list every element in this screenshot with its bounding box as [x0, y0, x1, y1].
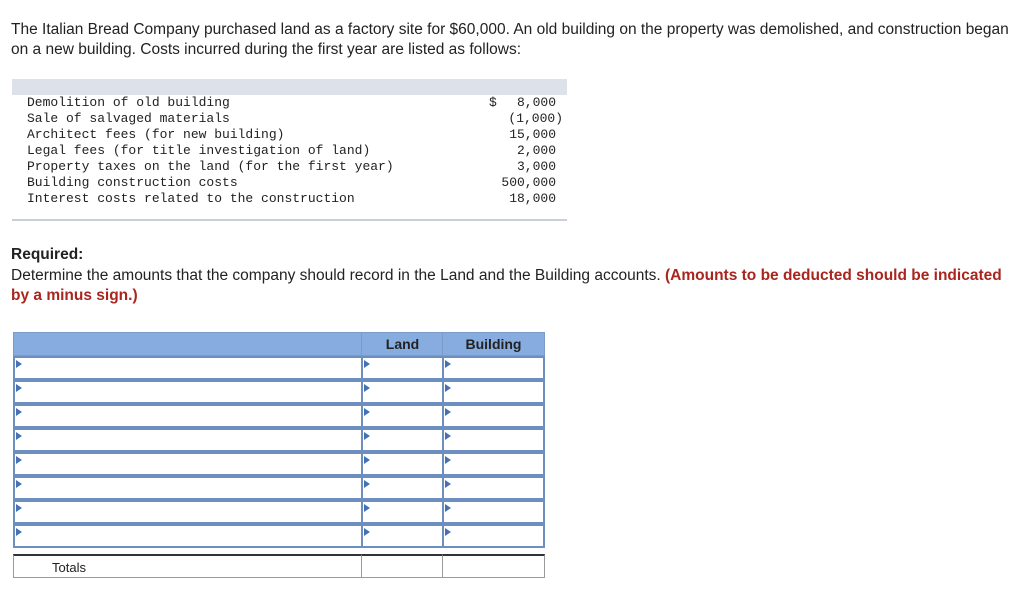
dropdown-arrow-icon[interactable] — [16, 432, 22, 440]
header-description-cell — [13, 332, 363, 356]
cost-row — [12, 127, 567, 143]
cost-label: Interest costs related to the construction — [27, 191, 355, 206]
cost-label: Architect fees (for new building) — [27, 127, 285, 142]
dropdown-arrow-icon[interactable] — [445, 480, 451, 488]
building-input[interactable] — [442, 356, 545, 380]
totals-label: Totals — [52, 560, 86, 575]
description-input[interactable] — [13, 428, 363, 452]
required-instructions — [11, 266, 1016, 306]
dropdown-arrow-icon[interactable] — [364, 504, 370, 512]
building-input[interactable] — [442, 524, 545, 548]
land-input[interactable] — [361, 524, 444, 548]
land-input[interactable] — [361, 500, 444, 524]
table-row — [13, 428, 545, 452]
cost-row — [12, 175, 567, 191]
table-row — [13, 452, 545, 476]
table-row — [13, 380, 545, 404]
dropdown-arrow-icon[interactable] — [445, 528, 451, 536]
dropdown-arrow-icon[interactable] — [445, 408, 451, 416]
building-input[interactable] — [442, 452, 545, 476]
dropdown-arrow-icon[interactable] — [445, 384, 451, 392]
description-input[interactable] — [13, 524, 363, 548]
required-heading: Required: — [11, 246, 84, 263]
cost-row — [12, 111, 567, 127]
description-input[interactable] — [13, 500, 363, 524]
dropdown-arrow-icon[interactable] — [16, 360, 22, 368]
table-row — [13, 404, 545, 428]
cost-amount: 3,000 — [516, 159, 556, 174]
dropdown-arrow-icon[interactable] — [364, 408, 370, 416]
dropdown-arrow-icon[interactable] — [445, 456, 451, 464]
cost-label: Property taxes on the land (for the first year) — [27, 159, 394, 174]
dropdown-arrow-icon[interactable] — [445, 432, 451, 440]
problem-intro: The Italian Bread Company purchased land as a factory site for $60,000. An old building on the property was demolished, and construction began on a new building. Costs incurred during the first year are listed as follows: — [11, 21, 1009, 58]
table-row — [13, 524, 545, 548]
cost-amount: 15,000 — [509, 127, 556, 142]
totals-label-cell — [13, 554, 363, 578]
totals-row — [13, 554, 545, 578]
description-input[interactable] — [13, 356, 363, 380]
dropdown-arrow-icon[interactable] — [364, 360, 370, 368]
building-input[interactable] — [442, 380, 545, 404]
cost-label: Legal fees (for title investigation of land) — [27, 143, 371, 158]
building-total-cell — [442, 554, 545, 578]
column-land-label: Land — [385, 336, 420, 352]
dropdown-arrow-icon[interactable] — [445, 360, 451, 368]
dropdown-arrow-icon[interactable] — [16, 384, 22, 392]
dropdown-arrow-icon[interactable] — [16, 480, 22, 488]
description-input[interactable] — [13, 380, 363, 404]
cost-amount: 18,000 — [509, 191, 556, 206]
dropdown-arrow-icon[interactable] — [445, 504, 451, 512]
land-input[interactable] — [361, 428, 444, 452]
table-row — [13, 476, 545, 500]
cost-currency: $ — [489, 95, 497, 110]
land-input[interactable] — [361, 476, 444, 500]
dropdown-arrow-icon[interactable] — [364, 384, 370, 392]
dropdown-arrow-icon[interactable] — [364, 528, 370, 536]
cost-row — [12, 95, 567, 111]
cost-row — [12, 191, 567, 207]
table-row — [13, 356, 545, 380]
cost-row — [12, 143, 567, 159]
dropdown-arrow-icon[interactable] — [364, 480, 370, 488]
dropdown-arrow-icon[interactable] — [16, 504, 22, 512]
dropdown-arrow-icon[interactable] — [16, 456, 22, 464]
cost-amount: 500,000 — [501, 175, 556, 190]
land-input[interactable] — [361, 380, 444, 404]
cost-label: Building construction costs — [27, 175, 238, 190]
table-row — [13, 500, 545, 524]
land-total-cell — [361, 554, 444, 578]
building-input[interactable] — [442, 500, 545, 524]
dropdown-arrow-icon[interactable] — [16, 408, 22, 416]
description-input[interactable] — [13, 404, 363, 428]
dropdown-arrow-icon[interactable] — [16, 528, 22, 536]
column-building-label: Building — [465, 336, 522, 352]
cost-label: Demolition of old building — [27, 95, 230, 110]
cost-amount: 8,000 — [516, 95, 556, 110]
cost-amount: (1,000) — [508, 111, 563, 126]
building-input[interactable] — [442, 404, 545, 428]
dropdown-arrow-icon[interactable] — [364, 432, 370, 440]
cost-list — [12, 79, 567, 221]
dropdown-arrow-icon[interactable] — [364, 456, 370, 464]
cost-label: Sale of salvaged materials — [27, 111, 230, 126]
cost-list-divider — [12, 219, 567, 221]
description-input[interactable] — [13, 452, 363, 476]
building-input[interactable] — [442, 428, 545, 452]
land-input[interactable] — [361, 356, 444, 380]
land-input[interactable] — [361, 404, 444, 428]
cost-row — [12, 159, 567, 175]
cost-list-header-bar — [12, 79, 567, 95]
answer-table — [13, 332, 545, 578]
required-note: (Amounts to be deducted should be indicated by a minus sign.) — [11, 267, 1002, 304]
land-input[interactable] — [361, 452, 444, 476]
building-input[interactable] — [442, 476, 545, 500]
required-text: Determine the amounts that the company should record in the Land and the Building accounts. — [11, 267, 661, 284]
description-input[interactable] — [13, 476, 363, 500]
cost-amount: 2,000 — [516, 143, 556, 158]
